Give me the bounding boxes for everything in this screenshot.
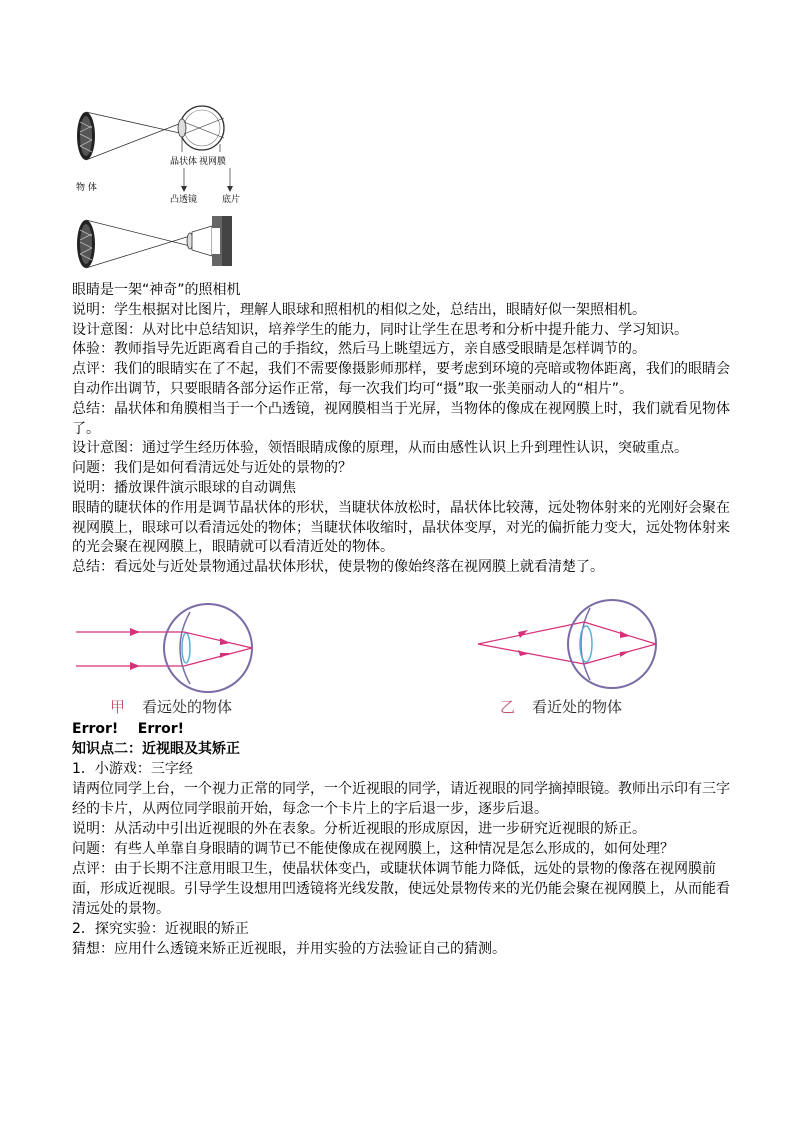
eye-camera-comparison-figure — [72, 104, 262, 282]
lens-eye-label: 晶状体 — [170, 157, 198, 167]
caption-near: 看近处的物体 — [532, 698, 623, 716]
paragraph: 眼睛是一架“神奇”的照相机 — [72, 282, 241, 298]
tree-top-icon — [77, 112, 95, 160]
eye-focusing-figure — [72, 592, 732, 720]
paragraph: 2．探究实验：近视眼的矫正 — [72, 921, 249, 937]
convex-lens-label: 凸透镜 — [170, 195, 198, 205]
paragraph: 设计意图：通过学生经历体验，领悟眼睛成像的原理，从而由感性认识上升到理性认识，突破重点。 — [72, 440, 688, 457]
paragraph: 说明：播放课件演示眼球的自动调焦 — [72, 479, 296, 496]
paragraph: 1．小游戏：三字经 — [72, 761, 193, 777]
paragraph: 眼睛的睫状体的作用是调节晶状体的形状，当睫状体放松时，晶状体比较薄，远处物体射来的光刚好会聚在视网膜上，眼球可以看清远处的物体；当睫状体收缩时，晶状体变厚，对光的偏折能力变大，远处物体射来的光会聚在视网膜上，眼睛就可以看清近处的物体。 — [72, 499, 730, 556]
body-text-b — [72, 719, 732, 959]
figure-mark-right: 乙 — [500, 698, 516, 716]
paragraph: 说明：学生根据对比图片，理解人眼球和照相机的相似之处，总结出，眼睛好似一架照相机。 — [72, 301, 646, 318]
error-line: Error! Error! — [72, 721, 185, 737]
paragraph: 问题：有些人单靠自身眼睛的调节已不能使像成在视网膜上，这种情况是怎么形成的，如何处理？ — [72, 841, 674, 857]
paragraph: 总结：晶状体和角膜相当于一个凸透镜，视网膜相当于光屏，当物体的像成在视网膜上时，我们就看见物体了。 — [72, 400, 730, 437]
paragraph: 说明：从活动中引出近视眼的外在表象。分析近视眼的形成原因，进一步研究近视眼的矫正。 — [72, 821, 646, 837]
eye-near-diagram — [478, 600, 656, 688]
paragraph: 点评：我们的眼睛实在了不起，我们不需要像摄影师那样，要考虑到环境的亮暗或物体距离，我们的眼睛会自动作出调节，只要眼睛各部分运作正常，每一次我们均可“摄”取一张美丽动人的“相片”。 — [72, 361, 730, 397]
eye-far-diagram — [76, 604, 252, 692]
paragraph: 体验：教师指导先近距离看自己的手指纹，然后马上眺望远方，亲自感受眼睛是怎样调节的。 — [72, 341, 646, 358]
film-label: 底片 — [222, 195, 241, 205]
paragraph: 猜想：应用什么透镜来矫正近视眼，并用实验的方法验证自己的猜测。 — [72, 941, 506, 957]
eyeball-icon — [178, 106, 224, 150]
section-title: 知识点二：近视眼及其矫正 — [72, 741, 240, 757]
tree-bottom-icon — [77, 220, 95, 268]
retina-label: 视网膜 — [199, 157, 227, 167]
object-label: 物 体 — [76, 183, 97, 193]
caption-far: 看远处的物体 — [142, 698, 233, 716]
paragraph: 点评：由于长期不注意用眼卫生，使晶状体变凸，或睫状体调节能力降低，远处的景物的像落在视网膜前面，形成近视眼。引导学生设想用凹透镜将光线发散，使远处景物传来的光仍能会聚在视网膜上，从而能看清远处的景物。 — [72, 861, 730, 917]
paragraph: 设计意图：从对比中总结知识，培养学生的能力，同时让学生在思考和分析中提升能力、学习知识。 — [72, 321, 688, 338]
paragraph: 请两位同学上台，一个视力正常的同学，一个近视眼的同学，请近视眼的同学摘掉眼镜。教师出示印有三字经的卡片，从两位同学眼前开始，每念一个卡片上的字后退一步，逐步后退。 — [72, 781, 730, 817]
figure-mark-left: 甲 — [110, 698, 126, 716]
paragraph: 总结：看远处与近处景物通过晶状体形状，使景物的像始终落在视网膜上就看清楚了。 — [72, 559, 604, 576]
camera-icon — [187, 216, 232, 266]
body-text-a — [72, 281, 732, 578]
paragraph: 问题：我们是如何看清远处与近处的景物的？ — [72, 460, 352, 477]
